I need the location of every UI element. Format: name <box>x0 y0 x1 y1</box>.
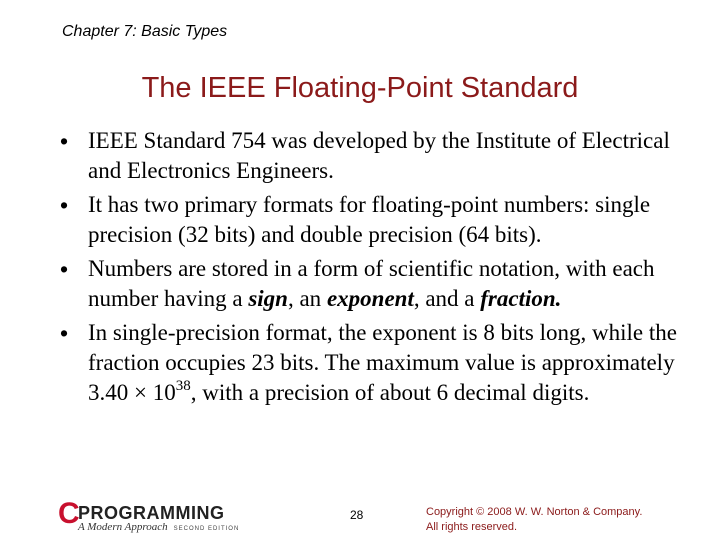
term-fraction: fraction <box>480 286 556 311</box>
bullet-text-part: , an <box>287 286 327 311</box>
bullet-text-part: . <box>555 286 562 311</box>
slide-title: The IEEE Floating-Point Standard <box>141 72 579 104</box>
bullet-text-part: , and a <box>413 286 481 311</box>
bullet-item <box>60 318 680 408</box>
chapter-header: Chapter 7: Basic Types <box>62 23 228 40</box>
bullet-item <box>60 190 680 250</box>
bullet-marker: • <box>60 128 69 154</box>
copyright-notice <box>426 505 696 535</box>
bullet-text-part: Numbers are stored in a form of scientific notation, with each number having a <box>88 256 655 311</box>
copyright-line: Copyright © 2008 W. W. Norton & Company. <box>426 506 643 518</box>
bullet-item <box>60 126 680 186</box>
term-exponent: exponent <box>326 286 414 311</box>
superscript-exponent: 38 <box>175 378 191 395</box>
logo-edition: SECOND EDITION <box>173 526 240 532</box>
bullet-marker: • <box>60 192 69 218</box>
logo-wordmark: PROGRAMMING <box>78 503 225 523</box>
bullet-text: IEEE Standard 754 was developed by the Institute of Electrical and Electronics Engineers. <box>88 128 670 183</box>
logo-subtitle <box>78 521 239 533</box>
term-sign: sign <box>248 286 288 311</box>
page-number: 28 <box>350 508 364 522</box>
copyright-line: All rights reserved. <box>426 521 518 533</box>
logo-subtitle-text: A Modern Approach <box>78 521 168 533</box>
logo-c-mark: C <box>58 497 80 530</box>
bullet-item <box>60 254 680 314</box>
bullet-marker: • <box>60 256 69 282</box>
book-logo <box>58 497 268 541</box>
bullet-text-part: , with a precision of about 6 decimal digits. <box>190 380 590 405</box>
bullet-list <box>60 126 680 412</box>
bullet-marker: • <box>60 320 69 346</box>
bullet-text-part: In single-precision format, the exponent is 8 bits long, while the fraction occupies 23 bits. The maximum value is approximately 3.40 × 10 <box>88 320 677 405</box>
bullet-text: It has two primary formats for floating-point numbers: single precision (32 bits) and double precision (64 bits). <box>88 192 651 247</box>
